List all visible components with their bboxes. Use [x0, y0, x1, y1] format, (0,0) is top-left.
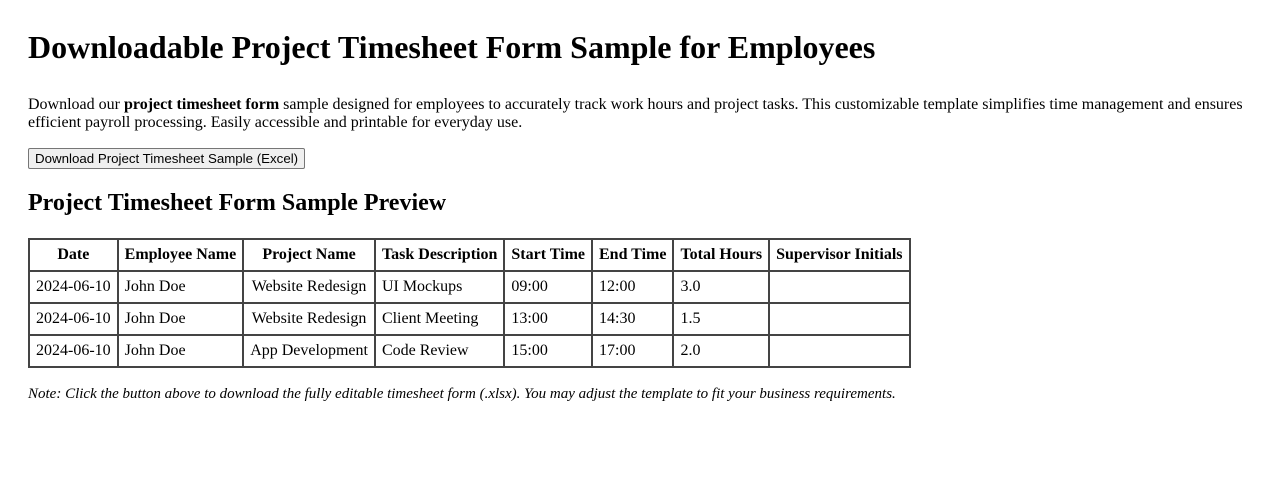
header-total-hours: Total Hours — [673, 239, 769, 271]
header-supervisor-initials: Supervisor Initials — [769, 239, 909, 271]
intro-text-before: Download our — [28, 96, 124, 113]
cell-end-time: 14:30 — [592, 303, 673, 335]
cell-total-hours: 1.5 — [673, 303, 769, 335]
cell-task-description: Client Meeting — [375, 303, 504, 335]
cell-start-time: 13:00 — [504, 303, 592, 335]
page-title: Downloadable Project Timesheet Form Sample for Employees — [28, 29, 876, 65]
header-task-description: Task Description — [375, 239, 504, 271]
intro-paragraph — [28, 96, 1250, 132]
cell-project-name: App Development — [243, 335, 375, 367]
cell-date: 2024-06-10 — [29, 271, 118, 303]
table-row — [29, 335, 910, 367]
preview-heading: Project Timesheet Form Sample Preview — [28, 190, 447, 216]
cell-employee-name: John Doe — [118, 303, 244, 335]
cell-supervisor-initials — [769, 335, 909, 367]
intro-text-bold: project timesheet form — [123, 96, 280, 113]
cell-supervisor-initials — [769, 271, 909, 303]
table-row — [29, 303, 910, 335]
cell-project-name: Website Redesign — [243, 271, 375, 303]
table-header-row — [29, 239, 910, 271]
cell-task-description: UI Mockups — [375, 271, 504, 303]
cell-date: 2024-06-10 — [29, 303, 118, 335]
footnote: Note: Click the button above to download the fully editable timesheet form (.xlsx). You may adjust the template to fit your business requirements. — [28, 386, 896, 402]
header-end-time: End Time — [592, 239, 673, 271]
cell-end-time: 12:00 — [592, 271, 673, 303]
download-excel-button[interactable]: Download Project Timesheet Sample (Excel) — [28, 148, 305, 169]
cell-start-time: 15:00 — [504, 335, 592, 367]
cell-supervisor-initials — [769, 303, 909, 335]
header-start-time: Start Time — [504, 239, 592, 271]
cell-total-hours: 2.0 — [673, 335, 769, 367]
cell-employee-name: John Doe — [118, 271, 244, 303]
cell-employee-name: John Doe — [118, 335, 244, 367]
cell-total-hours: 3.0 — [673, 271, 769, 303]
timesheet-table — [28, 238, 911, 368]
cell-date: 2024-06-10 — [29, 335, 118, 367]
cell-task-description: Code Review — [375, 335, 504, 367]
header-employee-name: Employee Name — [118, 239, 244, 271]
intro-text-after: sample designed for employees to accurately track work hours and project tasks. This customizable template simplifies time management and ensures efficient payroll processing. Easily accessible and printable for everyday use. — [28, 96, 1243, 131]
header-project-name: Project Name — [243, 239, 375, 271]
download-button-wrapper — [28, 148, 1250, 170]
header-date: Date — [29, 239, 118, 271]
table-row — [29, 271, 910, 303]
cell-end-time: 17:00 — [592, 335, 673, 367]
cell-start-time: 09:00 — [504, 271, 592, 303]
cell-project-name: Website Redesign — [243, 303, 375, 335]
